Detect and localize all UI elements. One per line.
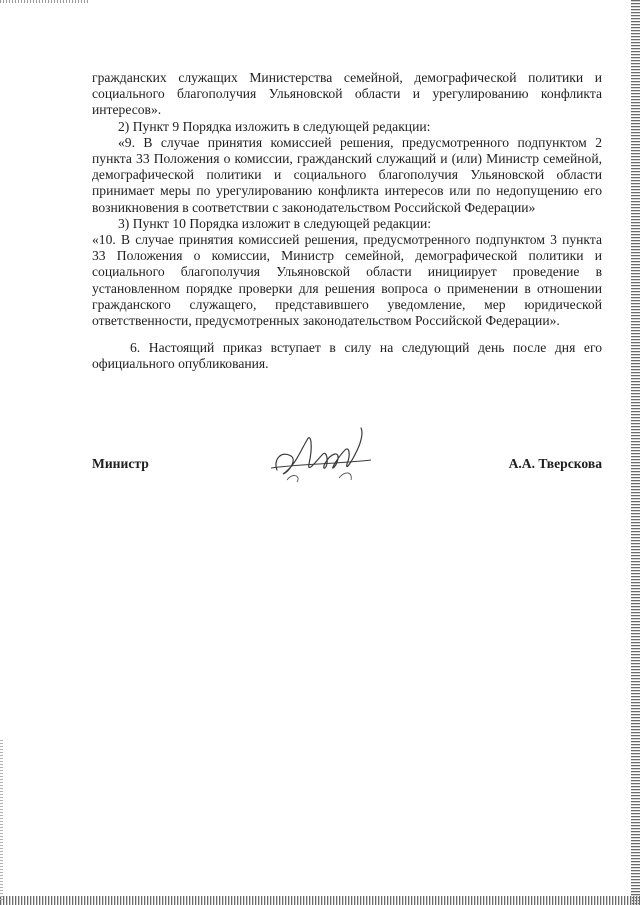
scan-edge-top	[0, 0, 90, 3]
paragraph-item-3-heading: 3) Пункт 10 Порядка изложит в следующей редакции:	[118, 215, 432, 231]
paragraph-item-9-text: «9. В случае принятия комиссией решения, предусмотренного подпунктом 2 пункта 33 Положения о комиссии, гражданский служащий и (или) Министр семейной, демографической политики и социального благополучия Ульяновской области принимает меры по урегулированию конфликта интересов или по недопущению его возникновения в соответствии с законодательством Российской Федерации»	[92, 134, 602, 215]
scan-edge-left	[0, 740, 3, 900]
scan-edge-bottom	[0, 896, 640, 905]
paragraph-continuation: гражданских служащих Министерства семейной, демографической политики и социального благополучия Ульяновской области и урегулированию конфликта интересов».	[92, 70, 602, 118]
paragraph-item-10-text: «10. В случае принятия комиссией решения, предусмотренного подпунктом 3 пункта 33 Положения о комиссии, Министр семейной, демографической политики и социального благополучия Ульяновской области инициирует проведение в установленном порядке проверки для решения вопроса о применении в отношении гражданского служащего, представившего уведомление, мер юридической ответственности, предусмотренных законодательством Российской Федерации».	[92, 232, 602, 329]
signature-block	[92, 420, 602, 490]
signatory-name: А.А. Тверскова	[508, 456, 602, 471]
paragraph-item-6: 6. Настоящий приказ вступает в силу на следующий день после дня его официального опубликования.	[92, 340, 602, 372]
paragraph-item-2-heading: 2) Пункт 9 Порядка изложить в следующей редакции:	[118, 118, 431, 134]
handwritten-signature	[267, 420, 377, 490]
signatory-title: Министр	[92, 456, 149, 471]
scan-edge-right	[631, 0, 640, 905]
document-body	[92, 70, 602, 373]
